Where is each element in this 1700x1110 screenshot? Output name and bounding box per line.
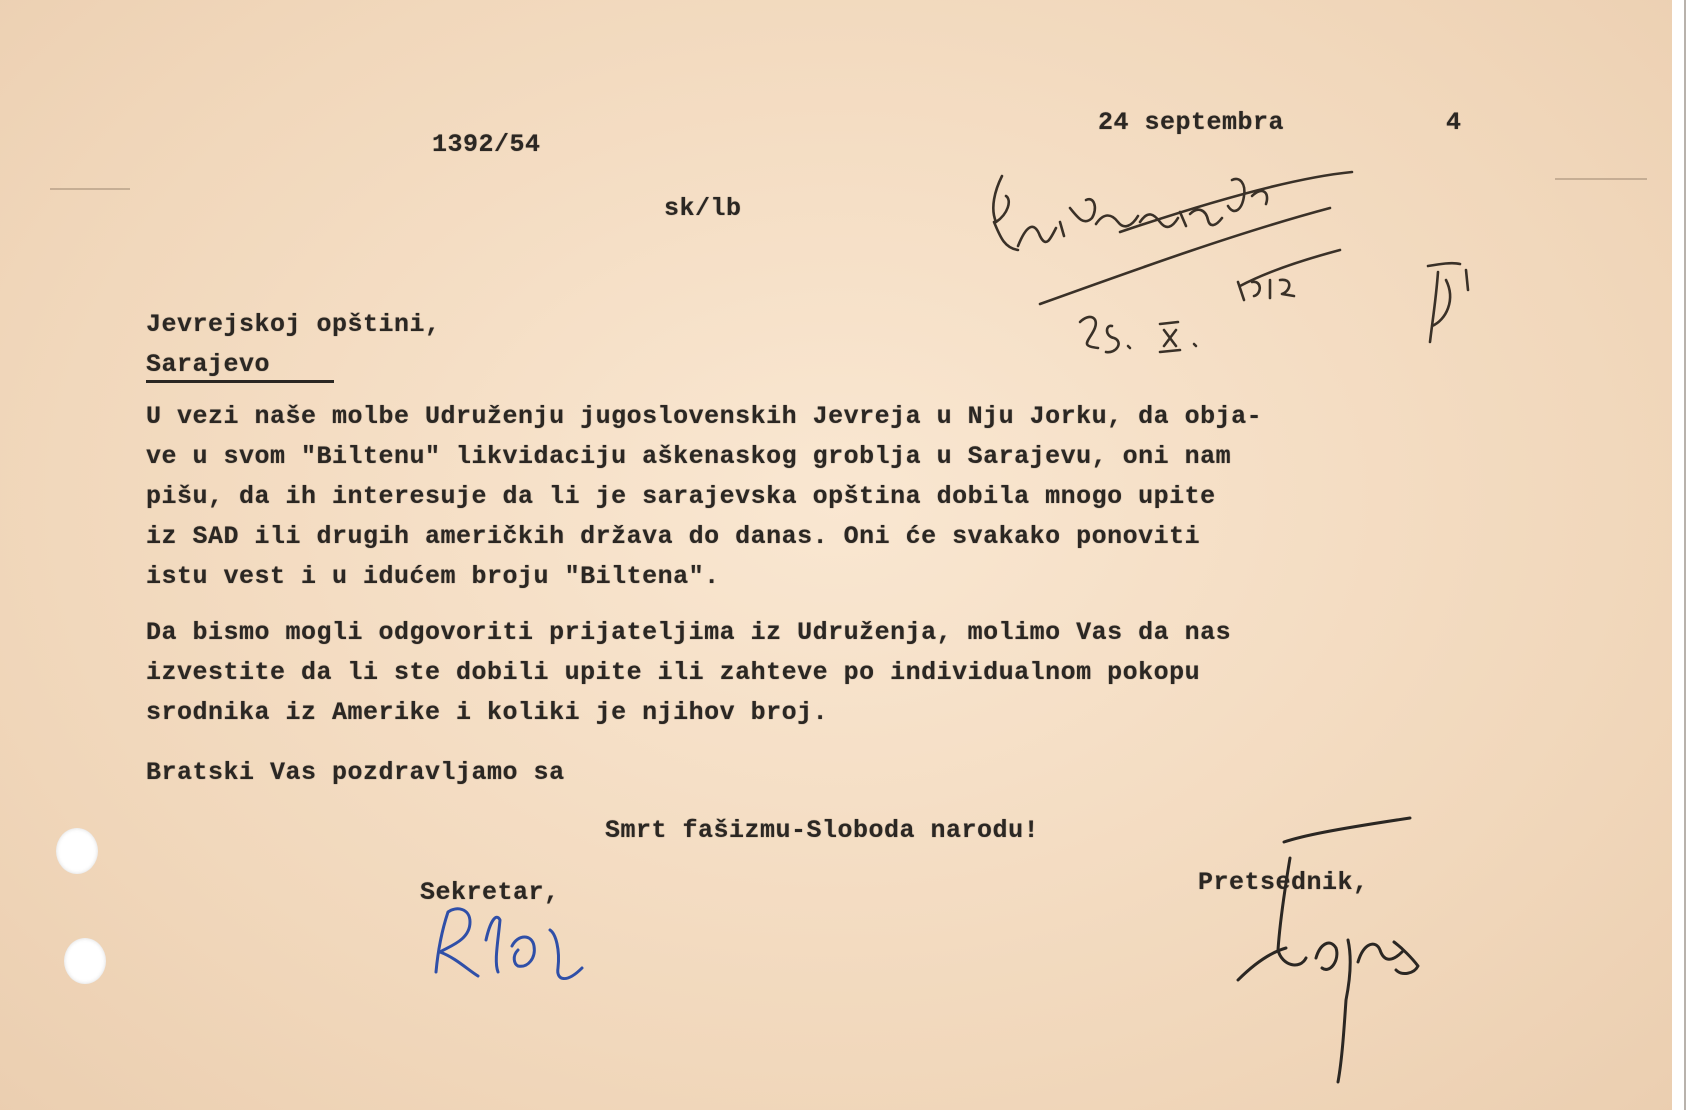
letter-date: 24 septembra bbox=[1098, 108, 1285, 137]
typist-initials: sk/lb bbox=[664, 194, 742, 223]
paragraph-line: U vezi naše molbe Udruženju jugoslovenskih Jevreja u Nju Jorku, da obja- bbox=[146, 402, 1263, 431]
secretary-label: Sekretar, bbox=[420, 878, 560, 907]
reference-number: 1392/54 bbox=[432, 130, 541, 159]
recipient-line: Jevrejskoj opštini, bbox=[146, 310, 441, 339]
paragraph-line: ve u svom "Biltenu" likvidaciju aškenaskog groblja u Sarajevu, oni nam bbox=[146, 442, 1232, 471]
paragraph-line: izvestite da li ste dobili upite ili zahteve po individualnom pokopu bbox=[146, 658, 1201, 687]
scan-margin bbox=[1672, 0, 1700, 1110]
filing-annotation bbox=[993, 172, 1468, 352]
paragraph-line: srodnika iz Amerike i koliki je njihov broj. bbox=[146, 698, 829, 727]
president-signature bbox=[1238, 818, 1418, 1082]
paragraph-line: istu vest i u idućem broju "Biltena". bbox=[146, 562, 720, 591]
secretary-signature bbox=[436, 909, 582, 979]
letter-date-digit: 4 bbox=[1446, 108, 1462, 137]
closing-slogan: Smrt fašizmu-Sloboda narodu! bbox=[605, 816, 1040, 845]
closing-greeting: Bratski Vas pozdravljamo sa bbox=[146, 758, 565, 787]
paragraph-line: pišu, da ih interesuje da li je sarajevska opština dobila mnogo upite bbox=[146, 482, 1216, 511]
president-label: Pretsednik, bbox=[1198, 868, 1369, 897]
scan-edge-line bbox=[1684, 0, 1686, 1110]
recipient-city: Sarajevo bbox=[146, 350, 271, 379]
paragraph-line: Da bismo mogli odgovoriti prijateljima iz Udruženja, molimo Vas da nas bbox=[146, 618, 1232, 647]
paragraph-line: iz SAD ili drugih američkih država do danas. Oni će svakako ponoviti bbox=[146, 522, 1201, 551]
